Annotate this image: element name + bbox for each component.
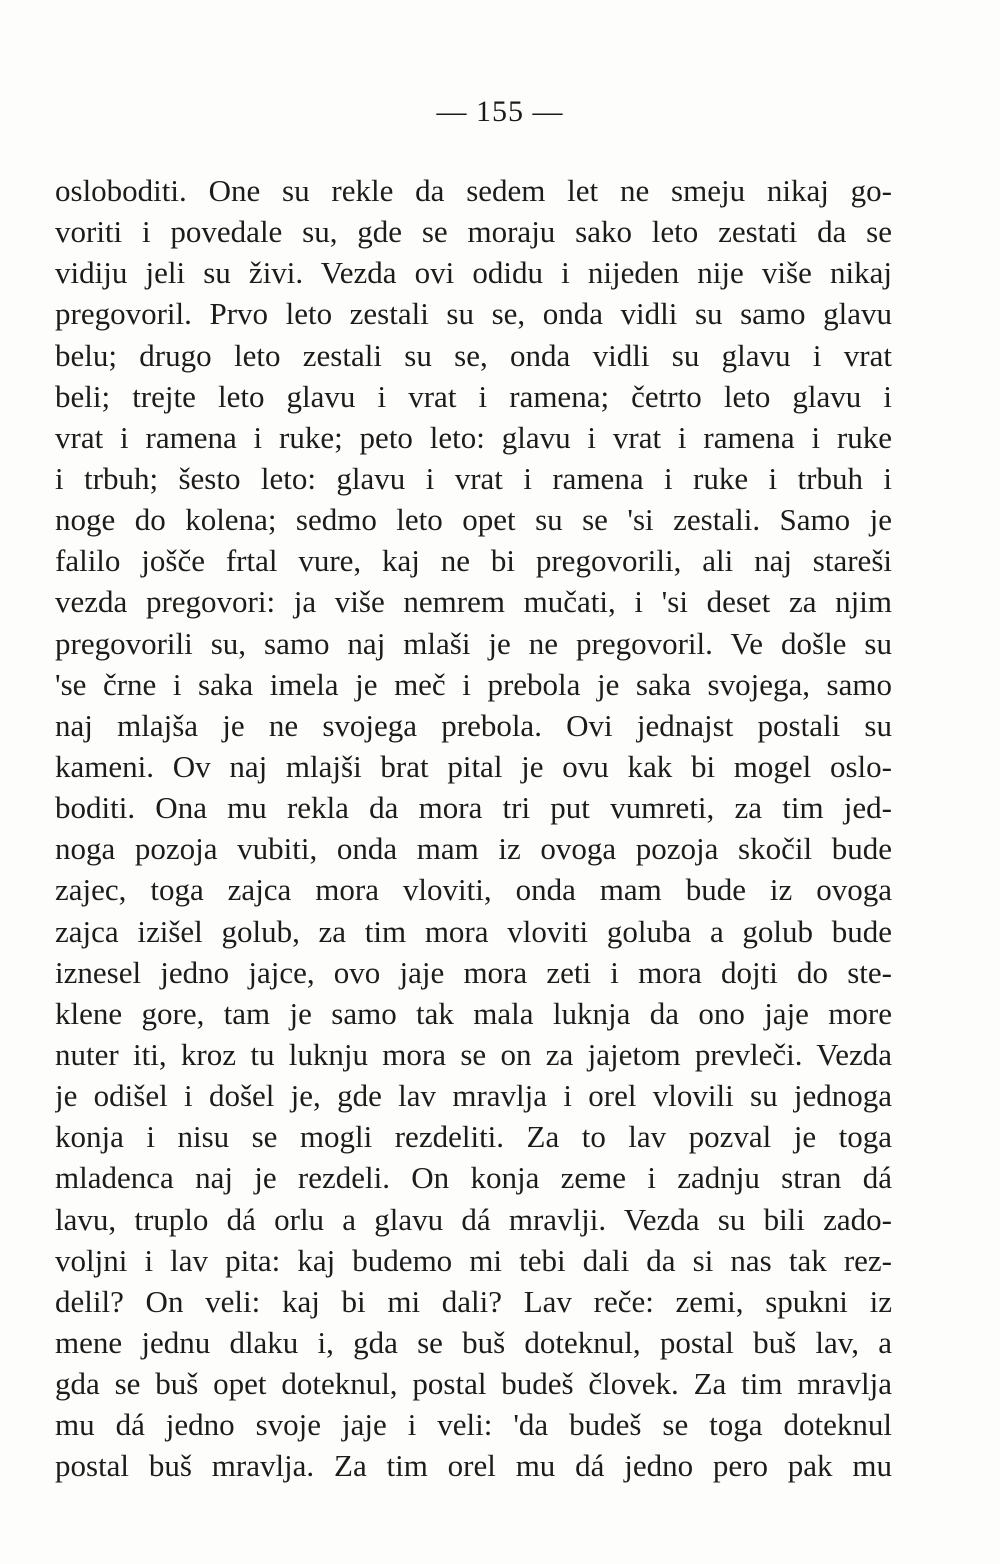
text-line: iznesel jedno jajce, ovo jaje mora zeti i mora dojti do ste- [55, 954, 892, 990]
text-line: beli; trejte leto glavu i vrat i ramena; četrto leto glavu i [55, 378, 892, 414]
text-line: 'se črne i saka imela je meč i prebola je saka svojega, samo [55, 666, 892, 702]
text-line: nuter iti, kroz tu luknju mora se on za jajetom prevleči. Vezda [55, 1036, 892, 1072]
text-line: noga pozoja vubiti, onda mam iz ovoga pozoja skočil bude [55, 831, 892, 867]
text-line: zajca izišel golub, za tim mora vloviti goluba a golub bude [55, 913, 892, 949]
text-line: noge do kolena; sedmo leto opet su se 'si zestali. Samo je [55, 502, 892, 538]
text-line: i trbuh; šesto leto: glavu i vrat i ramena i ruke i trbuh i [55, 460, 892, 496]
text-line: gda se buš opet doteknul, postal budeš človek. Za tim mravlja [55, 1366, 892, 1402]
text-line: mladenca naj je rezdeli. On konja zeme i zadnju stran dá [55, 1160, 892, 1196]
text-line: lavu, truplo dá orlu a glavu dá mravlji. Vezda su bili zado- [55, 1201, 892, 1237]
text-line: je odišel i došel je, gde lav mravlja i orel vlovili su jednoga [55, 1078, 892, 1114]
text-line: voriti i povedale su, gde se moraju sako leto zestati da se [55, 214, 892, 250]
text-line: voljni i lav pita: kaj budemo mi tebi dali da si nas tak rez- [55, 1242, 892, 1278]
body-text [55, 170, 892, 1487]
text-line: vezda pregovori: ja više nemrem mučati, i 'si deset za njim [55, 584, 892, 620]
text-line: klene gore, tam je samo tak mala luknja da ono jaje more [55, 995, 892, 1031]
text-line: naj mlajša je ne svojega prebola. Ovi jednajst postali su [55, 707, 892, 743]
text-line: boditi. Ona mu rekla da mora tri put vumreti, za tim jed- [55, 790, 892, 826]
text-line: belu; drugo leto zestali su se, onda vidli su glavu i vrat [55, 337, 892, 373]
text-line: falilo jošče frtal vure, kaj ne bi pregovorili, ali naj stareši [55, 543, 892, 579]
text-line: pregovoril. Prvo leto zestali su se, onda vidli su samo glavu [55, 296, 892, 332]
text-line: osloboditi. One su rekle da sedem let ne smeju nikaj go- [55, 173, 892, 208]
text-line: zajec, toga zajca mora vloviti, onda mam bude iz ovoga [55, 872, 892, 908]
text-line: vidiju jeli su živi. Vezda ovi odidu i nijeden nije više nikaj [55, 255, 892, 291]
text-line: mu dá jedno svoje jaje i veli: 'da budeš se toga doteknul [55, 1407, 892, 1443]
text-line: postal buš mravlja. Za tim orel mu dá jedno pero pak mu [55, 1448, 892, 1484]
text-line: vrat i ramena i ruke; peto leto: glavu i vrat i ramena i ruke [55, 419, 892, 455]
text-line: mene jednu dlaku i, gda se buš doteknul, postal buš lav, a [55, 1324, 892, 1360]
text-line: pregovorili su, samo naj mlaši je ne pregovoril. Ve došle su [55, 625, 892, 661]
text-line: delil? On veli: kaj bi mi dali? Lav reče: zemi, spukni iz [55, 1283, 892, 1319]
text-line: kameni. Ov naj mlajši brat pital je ovu kak bi mogel oslo- [55, 748, 892, 784]
text-line: konja i nisu se mogli rezdeliti. Za to lav pozval je toga [55, 1119, 892, 1155]
page-number: — 155 — [436, 95, 564, 128]
